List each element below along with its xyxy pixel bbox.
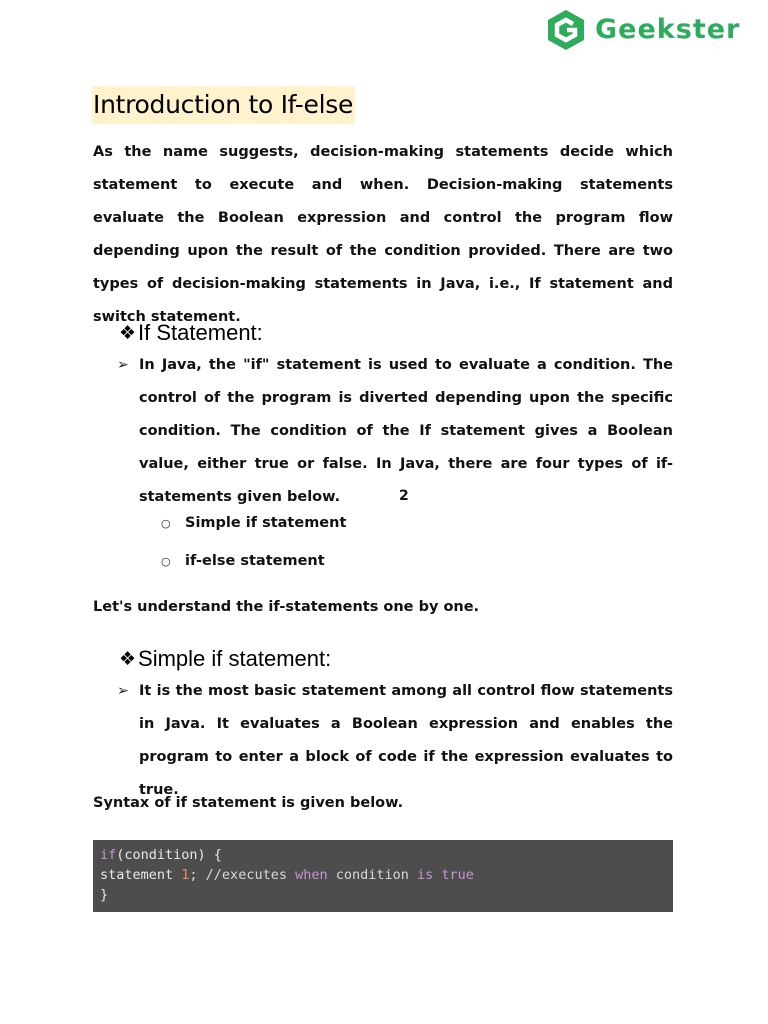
list-item-text: Simple if statement [185, 515, 347, 531]
code-comment: ; //executes [189, 867, 296, 883]
geekster-logo [546, 9, 740, 51]
description-text: In Java, the "if" statement is used to evaluate a condition. The control of the program is diverted depending upon the specific condition. The condition of the If statement gives a Boolean value, either true or false. In Java, there are four types of if-statements given below. [139, 357, 673, 505]
simple-if-heading [119, 645, 331, 673]
page-number: 2 [399, 488, 409, 504]
list-item [161, 504, 346, 542]
code-keyword: true [441, 867, 474, 883]
geekster-logo-icon [546, 9, 586, 51]
code-keyword: is [417, 867, 434, 883]
code-text: statement [100, 867, 182, 883]
diamond-bullet-icon: ❖ [119, 322, 137, 344]
code-line-1 [100, 845, 666, 865]
intro-paragraph: As the name suggests, decision-making statements decide which statement to execute and when. Decision-making statements evaluate the Boolean expression and control the program flow depending upon the result of the condition provided. There are two types of decision-making statements in Java, i.e., If statement and switch statement. [93, 144, 673, 325]
code-keyword: when [295, 867, 328, 883]
code-text: (condition) { [116, 847, 222, 863]
list-item [161, 542, 346, 580]
heading-text: Simple if statement: [138, 646, 332, 671]
list-item-text: if-else statement [185, 553, 325, 569]
code-line-3 [100, 885, 666, 905]
if-types-list [161, 504, 346, 580]
code-block [93, 840, 673, 912]
brand-name: Geekster [595, 14, 741, 45]
arrow-bullet-icon: ➢ [117, 357, 129, 373]
code-text: } [100, 887, 109, 903]
heading-text: If Statement: [138, 320, 263, 345]
code-keyword: if [100, 847, 117, 863]
code-comment: condition [327, 867, 418, 883]
circle-bullet-icon: ○ [161, 516, 171, 530]
page-title: Introduction to If-else [92, 86, 355, 124]
if-statement-description [117, 349, 673, 514]
arrow-bullet-icon: ➢ [117, 683, 129, 699]
description-text: It is the most basic statement among all control flow statements in Java. It evaluates a Boolean expression and enables the program to enter a block of code if the expression evaluates to true. [139, 683, 673, 798]
circle-bullet-icon: ○ [161, 554, 171, 568]
understand-line: Let's understand the if-statements one by one. [93, 599, 480, 615]
code-line-2 [100, 865, 666, 885]
code-number: 1 [181, 867, 190, 883]
if-statement-heading [119, 319, 263, 347]
diamond-bullet-icon: ❖ [119, 648, 137, 670]
syntax-line: Syntax of if statement is given below. [93, 795, 404, 811]
